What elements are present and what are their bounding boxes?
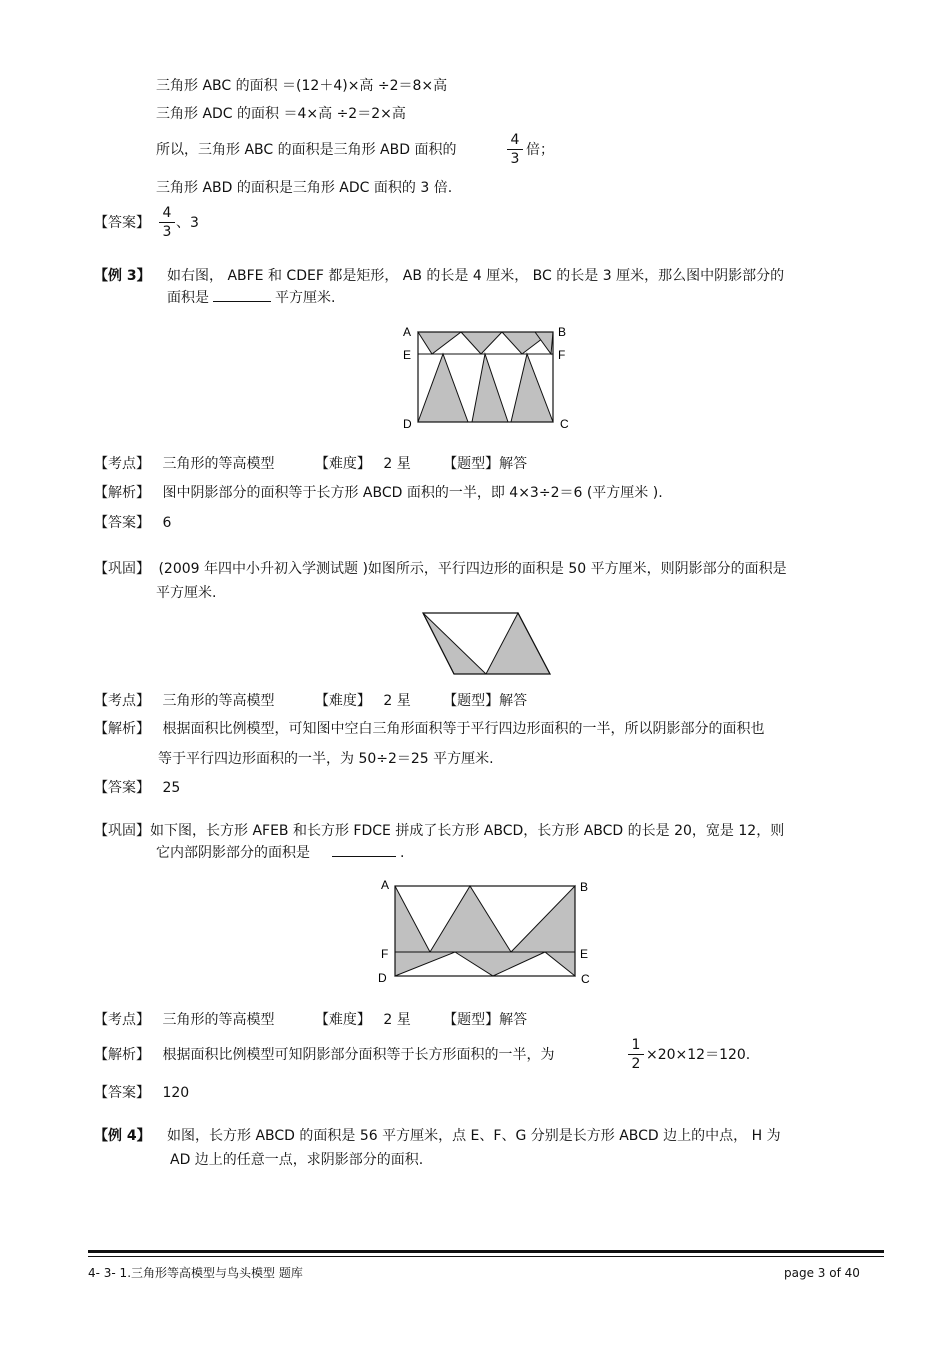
text-line: 倍；: [526, 142, 554, 158]
text-line: 三角形 ABC 的面积 ＝(12＋4)×高 ÷2＝8×高: [156, 78, 448, 94]
text-line: 所以，三角形 ABC 的面积是三角形 ABD 面积的: [156, 142, 457, 158]
figure-ex3: [395, 322, 575, 434]
consolidate-row: 【巩固】如下图，长方形 AFEB 和长方形 FDCE 拼成了长方形 ABCD，长方形 ABCD 的长是 20，宽是 12，则: [94, 823, 785, 839]
point-label-e: E: [403, 348, 412, 362]
footer-rule: [88, 1250, 884, 1253]
analysis-text: ×20×12＝120.: [646, 1047, 751, 1063]
numerator: 4: [510, 132, 520, 148]
denominator: 2: [631, 1056, 641, 1072]
point-label-c: C: [560, 417, 569, 431]
example-tag: 【例 4】: [94, 1128, 151, 1144]
numerator: 1: [631, 1037, 641, 1053]
fraction: [628, 1037, 644, 1072]
example-tag: 【例 3】: [94, 268, 151, 284]
answer-row: 【答案】 25: [94, 780, 181, 796]
answer-tag: 【答案】: [94, 215, 150, 231]
numerator: 4: [162, 205, 172, 221]
question-text: 如右图， ABFE 和 CDEF 都是矩形， AB 的长是 4 厘米， BC 的长是 3 厘米，那么图中阴影部分的: [167, 268, 785, 284]
point-label-e: E: [580, 947, 589, 961]
consolidate-row: 【巩固】 (2009 年四中小升初入学测试题 )如图所示，平行四边形的面积是 50 平方厘米，则阴影部分的面积是: [94, 561, 787, 577]
point-label-d: D: [403, 417, 412, 431]
figure-gg2: [375, 876, 597, 990]
meta-row: 【考点】 三角形的等高模型 【难度】 2 星 【题型】解答: [94, 693, 528, 709]
figure-parallelogram: [420, 610, 554, 678]
point-label-b: B: [558, 325, 567, 339]
point-label-b: B: [580, 880, 589, 894]
footer-title: 4- 3- 1.三角形等高模型与鸟头模型 题库: [88, 1266, 303, 1280]
answer-row: 【答案】 120: [94, 1085, 190, 1101]
denominator: 3: [162, 224, 172, 240]
point-label-f: F: [558, 348, 566, 362]
question-text: 它内部阴影部分的面积是 .: [156, 845, 405, 861]
question-text: 如图，长方形 ABCD 的面积是 56 平方厘米，点 E、F、G 分别是长方形 ABCD 边上的中点， H 为: [167, 1128, 781, 1144]
question-text: 平方厘米.: [156, 585, 217, 601]
footer-rule: [88, 1256, 884, 1257]
point-label-c: C: [581, 972, 590, 986]
question-text: AD 边上的任意一点，求阴影部分的面积.: [170, 1152, 424, 1168]
answer-blank: [332, 856, 396, 857]
point-label-a: A: [403, 325, 412, 339]
answer-blank: [213, 301, 271, 302]
analysis-line: 等于平行四边形面积的一半，为 50÷2＝25 平方厘米.: [158, 751, 494, 767]
text-line: 三角形 ABD 的面积是三角形 ADC 面积的 3 倍.: [156, 180, 453, 196]
point-label-d: D: [378, 971, 387, 985]
question-text: 面积是 平方厘米.: [167, 290, 336, 306]
analysis-row: 【解析】 根据面积比例模型，可知图中空白三角形面积等于平行四边形面积的一半，所以阴影部分的面积也: [94, 721, 765, 737]
answer-row: 【答案】 6: [94, 515, 172, 531]
text-line: 三角形 ADC 的面积 ＝4×高 ÷2＝2×高: [156, 106, 406, 122]
point-label-f: F: [381, 947, 389, 961]
fraction: [507, 132, 523, 167]
point-label-a: A: [381, 878, 390, 892]
meta-row: 【考点】 三角形的等高模型 【难度】 2 星 【题型】解答: [94, 1012, 528, 1028]
meta-row: 【考点】 三角形的等高模型 【难度】 2 星 【题型】解答: [94, 456, 528, 472]
analysis-row: 【解析】 图中阴影部分的面积等于长方形 ABCD 面积的一半，即 4×3÷2＝6 (平方厘米 ).: [94, 485, 663, 501]
fraction: [159, 205, 175, 240]
analysis-row: 【解析】 根据面积比例模型可知阴影部分面积等于长方形面积的一半，为: [94, 1047, 555, 1063]
page-number: page 3 of 40: [784, 1266, 860, 1280]
answer-text: 、3: [176, 215, 199, 231]
denominator: 3: [510, 151, 520, 167]
